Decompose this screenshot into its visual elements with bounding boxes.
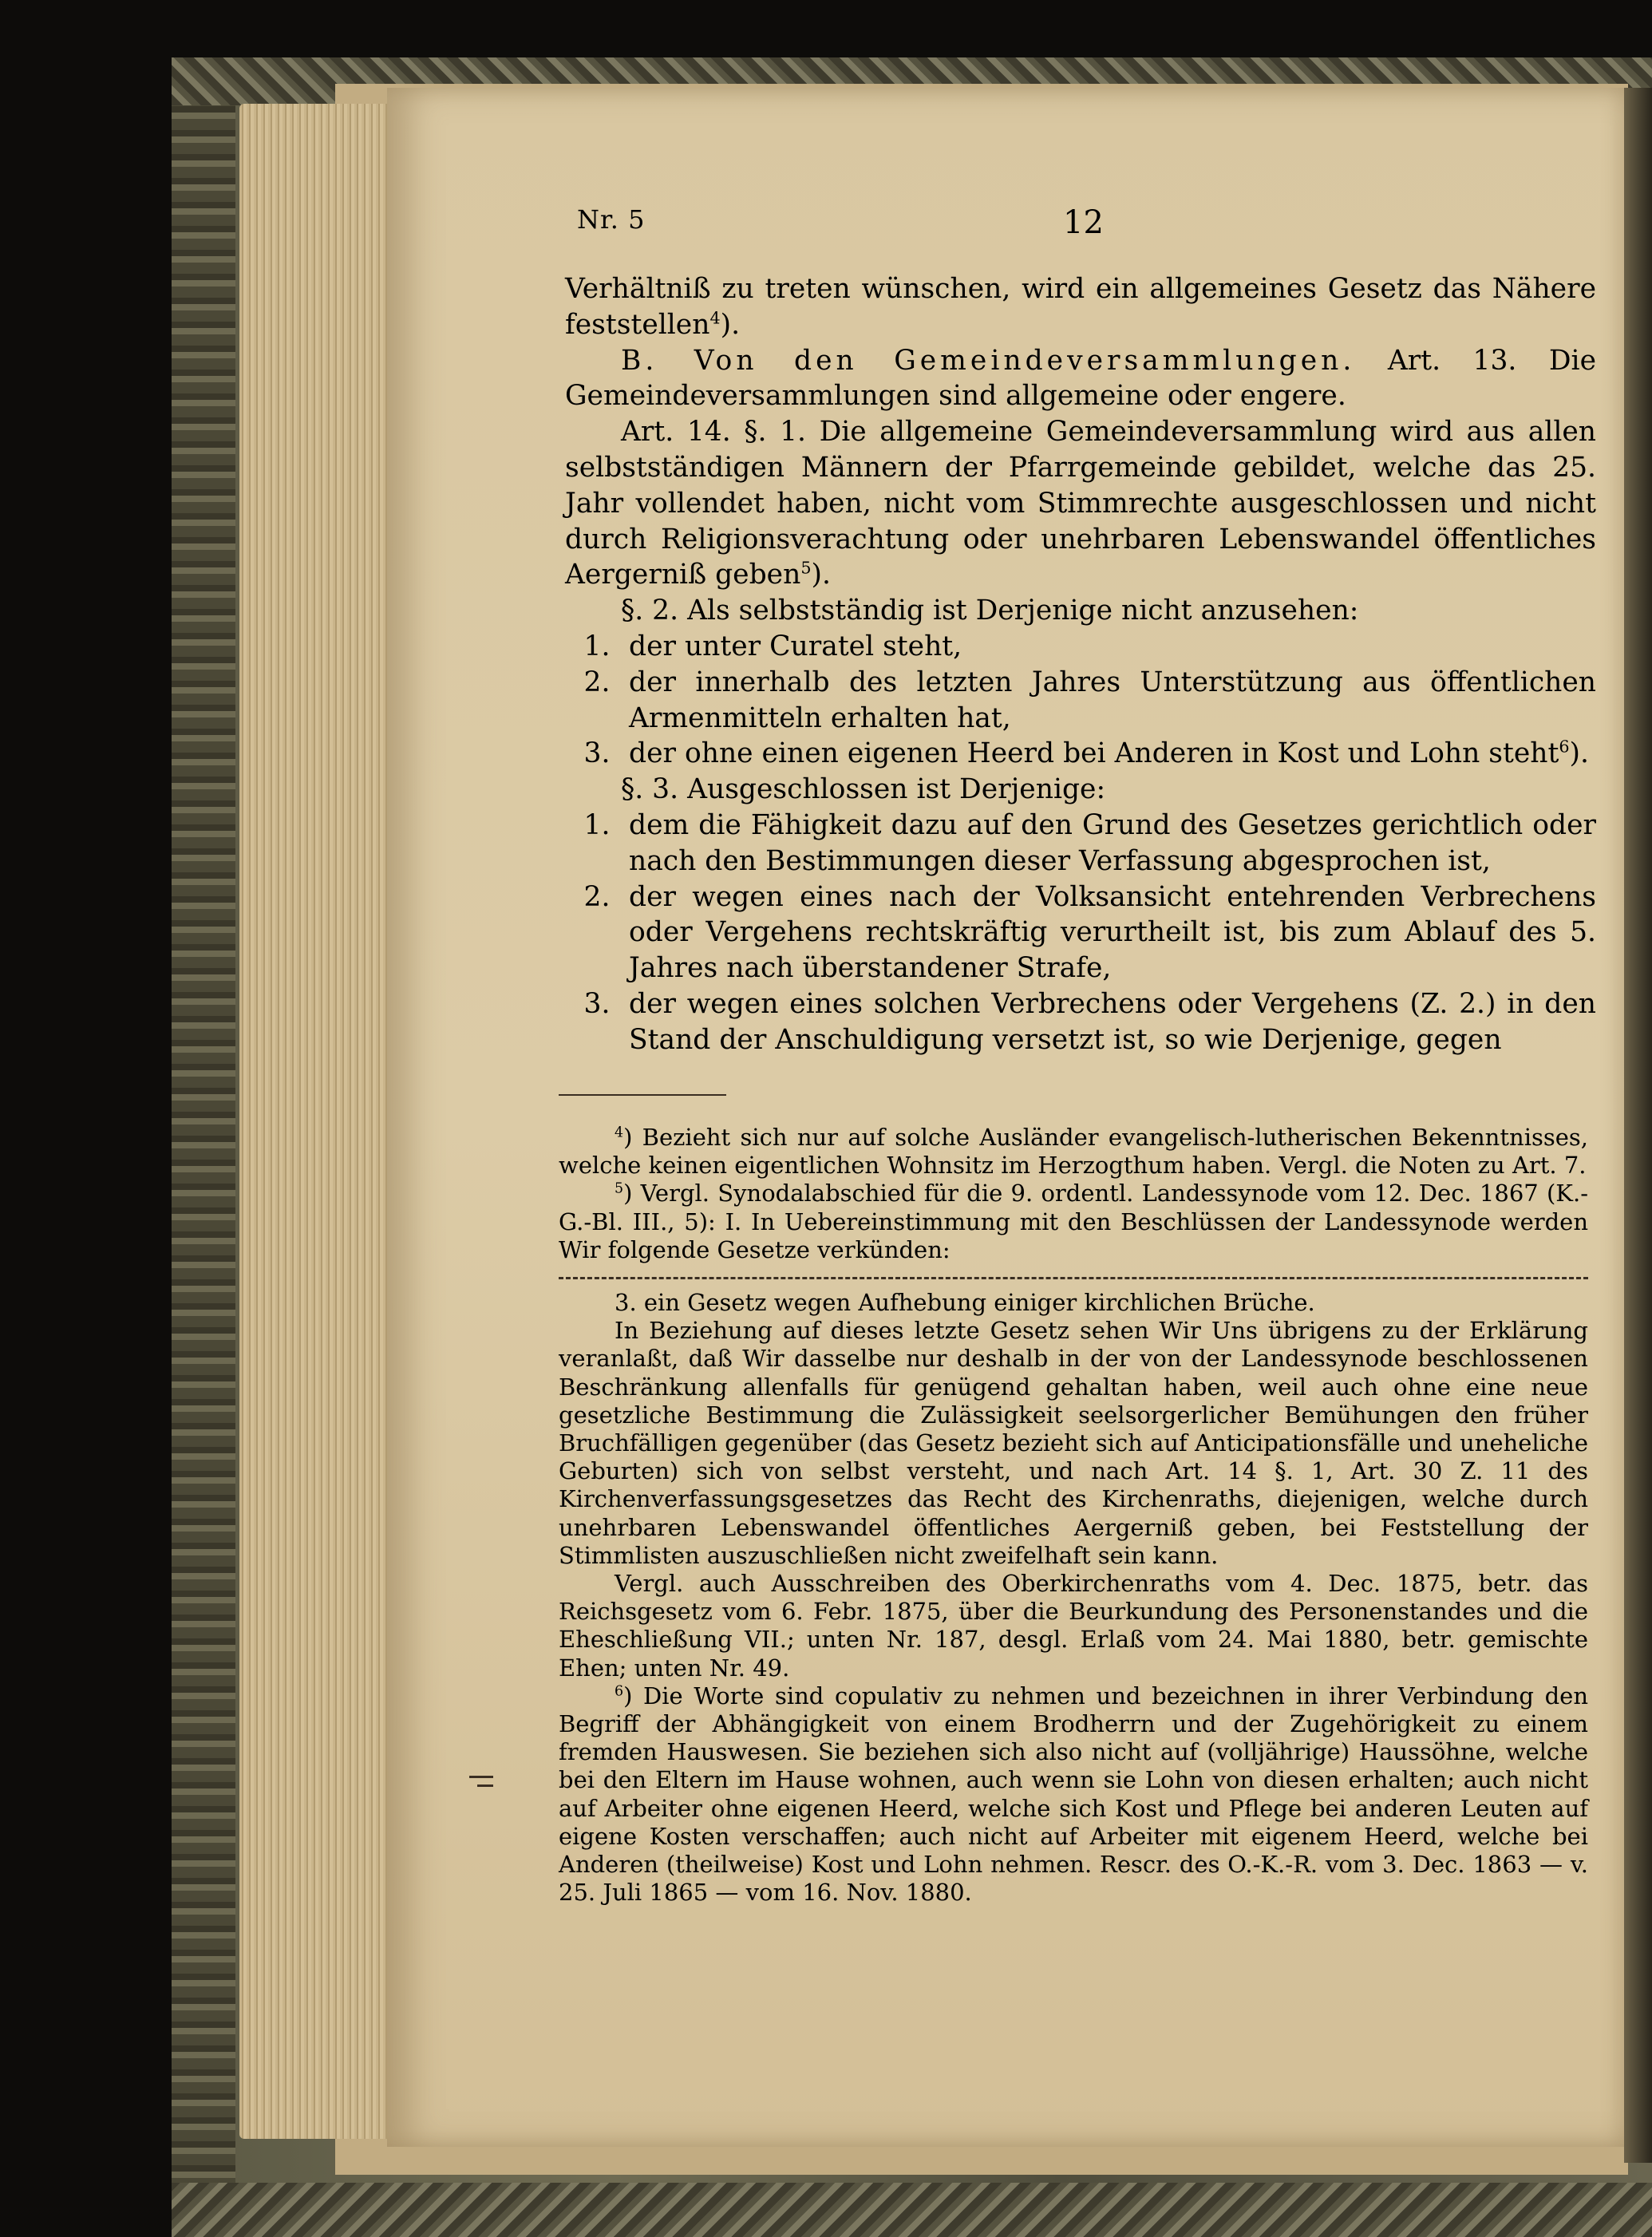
spine-shadow — [1624, 88, 1652, 2163]
footnote-ref: 4 — [709, 308, 721, 328]
footnotes — [559, 1124, 1588, 1907]
list-item: 1. der unter Curatel steht, — [583, 630, 962, 662]
section-heading: B. Von den Gemeindeversammlungen. Art. 13. Die Gemeindeversammlungen sind allgemeine oder engere. — [565, 344, 1596, 413]
main-text — [565, 271, 1596, 1058]
list-item: 3. der ohne einen eigenen Heerd bei Anderen in Kost und Lohn steht$^6$). — [583, 737, 1589, 770]
paragraph: §. 2. Als selbstständig ist Derjenige nicht anzusehen: — [621, 595, 1359, 627]
list-item: 3. der wegen eines solchen Verbrechens oder Vergehens (Z. 2.) in den Stand der Anschuldigung versetzt ist, so wie Derjenige, gegen — [583, 987, 1596, 1056]
document-number: Nr. 5 — [577, 204, 646, 235]
footnote: $^4$) Bezieht sich nur auf solche Ausländer evangelisch-lutherischen Bekenntnisses, welche keinen eigentlichen Wohnsitz im Herzogthum haben. Vergl. die Noten zu Art. 7. — [559, 1124, 1588, 1180]
page-stack-edges — [239, 104, 391, 2139]
footnote-divider — [559, 1094, 726, 1096]
footnote-ref: 6 — [1559, 737, 1570, 757]
footnote: $^5$) Vergl. Synodalabschied für die 9. ordentl. Landessynode vom 12. Dec. 1867 (K.-G.-Bl. III., 5): I. In Uebereinstimmung mit den Beschlüssen der Landessynode werden Wir folgende Gesetze verkünden: — [559, 1180, 1588, 1263]
page-number: 12 — [1063, 204, 1104, 241]
cover-marbled-edge — [172, 57, 235, 2237]
paragraph: Verhältniß zu treten wünschen, wird ein allgemeines Gesetz das Nähere feststellen$^4$). — [565, 273, 1596, 341]
margin-mark — [469, 1776, 493, 1778]
list-item: 1. dem die Fähigkeit dazu auf den Grund des Gesetzes gerichtlich oder nach den Bestimmungen dieser Verfassung abgesprochen ist, — [583, 808, 1596, 877]
dash-separator — [559, 1277, 1588, 1295]
footnote: $^6$) Die Worte sind copulativ zu nehmen und bezeichnen in ihrer Verbindung den Begriff der Abhängigkeit von einem Brodherrn und der Zugehörigkeit zu einem fremden Hauswesen. Sie beziehen sich also nicht auf (volljährige) Haussöhne, welche bei den Eltern im Hause wohnen, auch wenn sie Lohn von diesen erhalten; auch nicht auf Arbeiter ohne eigenen Heerd, welche sich Kost und Pflege bei anderen Leuten auf eigene Kosten verschaffen; auch nicht auf Arbeiter mit eigenem Heerd, welche bei Anderen (theilweise) Kost und Lohn nehmen. Rescr. des O.-K.-R. vom 3. Dec. 1863 — v. 25. Juli 1865 — vom 16. Nov. 1880. — [559, 1682, 1588, 1907]
footnote-item: 3. ein Gesetz wegen Aufhebung einiger kirchlichen Brüche. — [615, 1289, 1315, 1317]
list-item: 2. der innerhalb des letzten Jahres Unterstützung aus öffentlichen Armenmitteln erhalten hat, — [583, 666, 1596, 734]
footnote-ref: 5 — [800, 558, 812, 578]
footnote-paragraph: Vergl. auch Ausschreiben des Oberkirchenraths vom 4. Dec. 1875, betr. das Reichsgesetz vom 6. Febr. 1875, über die Beurkundung des Personenstandes und die Eheschließung VII.; unten Nr. 187, desgl. Erlaß vom 24. Mai 1880, betr. gemischte Ehen; unten Nr. 49. — [559, 1570, 1588, 1682]
paragraph: Art. 14. §. 1. Die allgemeine Gemeindeversammlung wird aus allen selbstständigen Männern der Pfarrgemeinde gebildet, welche das 25. Jahr vollendet haben, nicht vom Stimmrechte ausgeschlossen und nicht durch Religionsverachtung oder unehrbaren Lebenswandel öffentliches Aergerniß geben$^5$). — [565, 416, 1596, 591]
cover-marbled-bottom — [172, 2183, 1652, 2237]
paragraph: §. 3. Ausgeschlossen ist Derjenige: — [621, 773, 1106, 806]
footnote-paragraph: In Beziehung auf dieses letzte Gesetz sehen Wir Uns übrigens zu der Erklärung veranlaßt, daß Wir dasselbe nur deshalb in der von der Landessynode beschlossenen Beschränkung allenfalls für genügend gehaltan haben, weil auch ohne eine neue gesetzliche Bestimmung die Zulässigkeit seelsorgerlicher Bemühungen den früher Bruchfälligen gegenüber (das Gesetz bezieht sich auf Anticipationsfälle und uneheliche Geburten) sich von selbst versteht, und nach Art. 14 §. 1, Art. 30 Z. 11 des Kirchenverfassungsgesetzes das Recht des Kirchenraths, diejenigen, welche durch unehrbaren Lebenswandel öffentliches Aergerniß geben, bei Feststellung der Stimmlisten auszuschließen nicht zweifelhaft sein kann. — [559, 1317, 1588, 1569]
list-item: 2. der wegen eines nach der Volksansicht entehrenden Verbrechens oder Vergehens rechtskräftig verurtheilt ist, bis zum Ablauf des 5. Jahres nach überstandener Strafe, — [583, 880, 1596, 985]
margin-mark — [477, 1784, 493, 1787]
